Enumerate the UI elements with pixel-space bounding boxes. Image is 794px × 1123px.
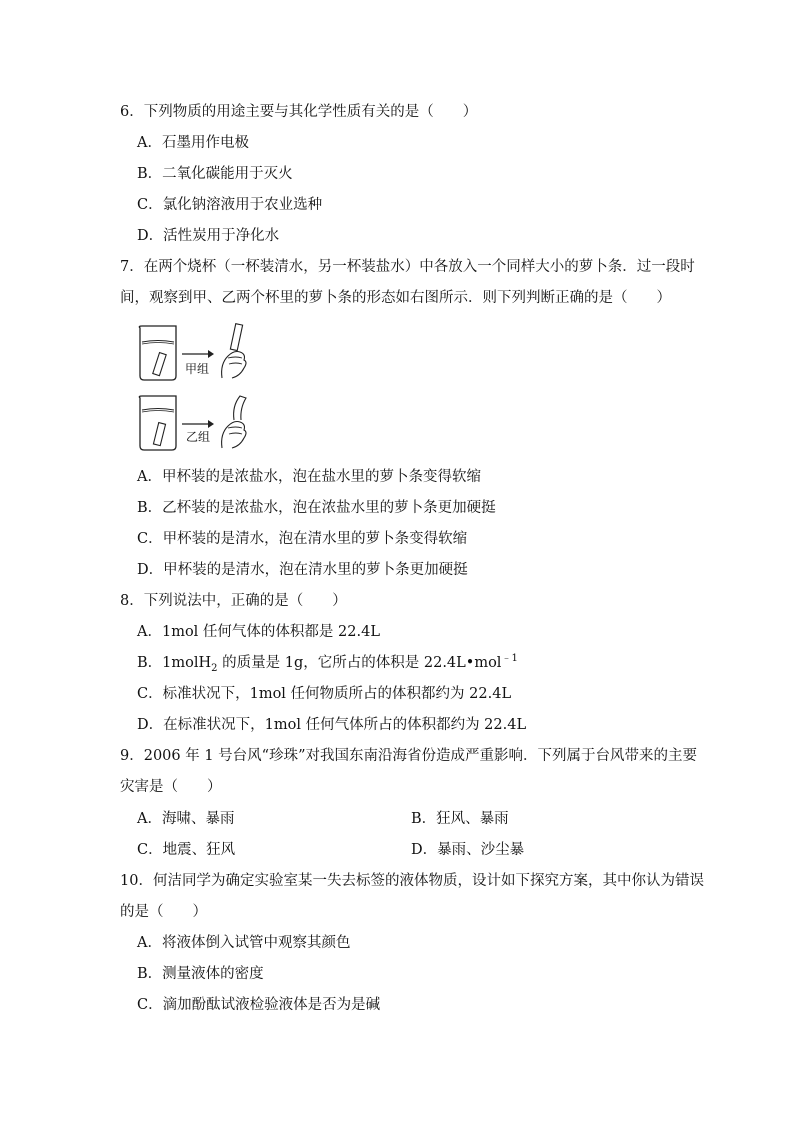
q7-figure-jia [136,320,266,386]
q10-option-a: A．将液体倒入试管中观察其颜色 [137,935,351,951]
q8-option-b-mid: 的质量是 1g，它所占的体积是 22.4L•mol [217,655,502,671]
q10-stem-line2: 的是（ ） [120,904,207,920]
q8-option-b-pre: B．1molH [137,655,212,671]
q9-option-b: B．狂风、暴雨 [411,811,509,827]
q6-option-b: B．二氧化碳能用于灭火 [137,166,293,182]
q6-option-c: C．氯化钠溶液用于农业选种 [137,197,323,213]
q6-option-d: D．活性炭用于净化水 [137,228,280,244]
q10-option-b: B．测量液体的密度 [137,966,264,982]
q8-option-b [137,653,518,673]
q8-option-d: D．在标准状况下，1mol 任何气体所占的体积都约为 22.4L [137,717,527,733]
q8-option-b-superscript: ﹣1 [501,653,518,665]
q7-option-a: A．甲杯装的是浓盐水，泡在盐水里的萝卜条变得软缩 [137,469,481,485]
q8-option-c: C．标准状况下，1mol 任何物质所占的体积都约为 22.4L [137,686,512,702]
q7-option-d: D．甲杯装的是清水，泡在清水里的萝卜条更加硬挺 [137,562,468,578]
q9-option-d: D．暴雨、沙尘暴 [411,842,525,858]
q8-option-a: A．1mol 任何气体的体积都是 22.4L [137,624,380,640]
q7-option-c: C．甲杯装的是清水，泡在清水里的萝卜条变得软缩 [137,531,468,547]
q6-stem: 6．下列物质的用途主要与其化学性质有关的是（ ） [120,104,478,120]
q9-option-a: A．海啸、暴雨 [137,811,235,827]
q7-stem-line2: 间，观察到甲、乙两个杯里的萝卜条的形态如右图所示．则下列判断正确的是（ ） [120,290,671,306]
q7-figure-yi [136,390,266,456]
q7-option-b: B．乙杯装的是浓盐水，泡在浓盐水里的萝卜条更加硬挺 [137,500,496,516]
q8-stem: 8．下列说法中，正确的是（ ） [120,593,347,609]
q10-option-c: C．滴加酚酞试液检验液体是否为是碱 [137,997,381,1013]
q10-stem-line1: 10．何洁同学为确定实验室某一失去标签的液体物质，设计如下探究方案，其中你认为错误 [120,873,704,889]
q7-figure-label-yi: 乙组 [186,430,211,444]
q9-stem-line2: 灾害是（ ） [120,779,222,795]
q8-option-b-subscript: 2 [211,662,218,674]
q7-figure-label-jia: 甲组 [185,362,210,376]
q6-option-a: A．石墨用作电极 [137,135,249,151]
q9-option-c: C．地震、狂风 [137,842,236,858]
q9-stem-line1: 9．2006 年 1 号台风“珍珠”对我国东南沿海省份造成严重影响．下列属于台风带来的主要 [120,748,698,764]
q7-stem-line1: 7．在两个烧杯（一杯装清水，另一杯装盐水）中各放入一个同样大小的萝卜条．过一段时 [120,259,695,275]
